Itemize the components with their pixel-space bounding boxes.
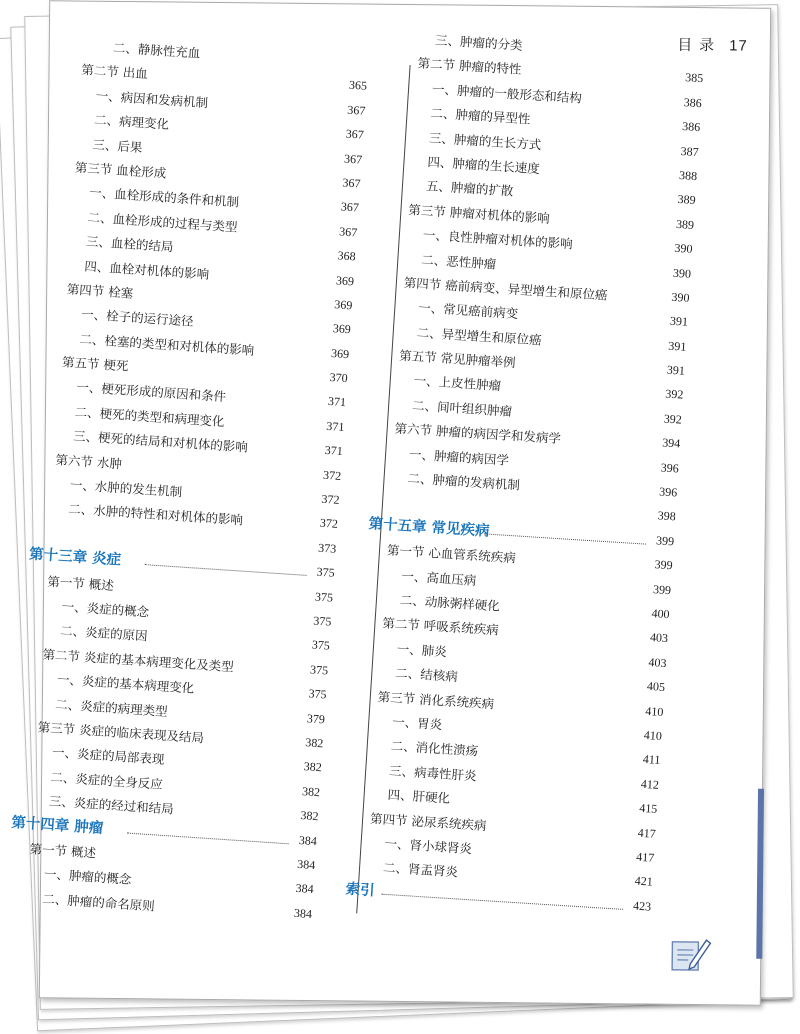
toc-entry-page: 399 <box>652 581 672 597</box>
toc-entry-title: 第五节 常见肿瘤举例 <box>398 347 516 371</box>
toc-entry-page: 410 <box>643 727 663 743</box>
toc-entry-page: 400 <box>651 606 670 622</box>
toc-entry-title: 第四节 泌尿系统疾病 <box>369 810 487 833</box>
toc-entry-page: 391 <box>666 362 686 378</box>
toc-entry-title: 第三节 炎症的临床表现及结局 <box>37 719 205 746</box>
toc-entry-title: 第三节 血栓形成 <box>74 159 167 181</box>
toc-entry-title: 第二节 肿瘤的特性 <box>417 55 522 78</box>
toc-entry-title: 三、病毒性肝炎 <box>388 762 478 784</box>
toc-entry-page: 384 <box>293 905 313 921</box>
toc-entry-title: 二、消化性溃疡 <box>390 738 479 759</box>
toc-entry-page: 385 <box>684 70 704 86</box>
toc-entry-page: 423 <box>632 898 652 914</box>
toc-entry-page: 421 <box>634 873 654 889</box>
toc-entry-page: 391 <box>669 313 689 330</box>
toc-entry-title: 一、栓子的运行途径 <box>80 306 194 330</box>
toc-entry-page: 415 <box>638 800 658 816</box>
toc-entry-title: 一、炎症的概念 <box>61 598 150 620</box>
toc-entry-page: 367 <box>342 175 361 191</box>
toc-entry-page: 398 <box>657 508 677 524</box>
toc-entry-title: 一、高血压病 <box>400 567 477 588</box>
toc-entry-page: 375 <box>311 637 331 653</box>
toc-entry-title: 二、血栓形成的过程与类型 <box>87 209 238 235</box>
toc-entry-page: 410 <box>645 703 664 719</box>
toc-entry-page: 382 <box>303 759 323 775</box>
toc-entry-page: 389 <box>677 192 697 208</box>
toc-entry-page: 403 <box>648 654 667 670</box>
toc-entry-page: 367 <box>343 151 363 167</box>
toc-entry-title: 第一节 概述 <box>29 841 97 861</box>
toc-entry-page: 384 <box>298 832 318 848</box>
toc-entry-title: 一、梗死形成的原因和条件 <box>75 379 227 405</box>
toc-entry-page: 391 <box>667 338 687 354</box>
toc-entry-page: 411 <box>642 752 661 768</box>
toc-entry-page: 370 <box>329 370 349 386</box>
dot-leader <box>127 832 289 844</box>
toc-entry-page: 386 <box>683 94 703 110</box>
toc-entry-title: 一、肺炎 <box>396 640 448 660</box>
toc-entry-title: 四、肿瘤的生长速度 <box>427 154 541 177</box>
toc-entry-page: 384 <box>295 881 315 897</box>
toc-entry-title: 四、血栓对机体的影响 <box>83 258 210 282</box>
toc-left-column <box>0 31 369 950</box>
toc-entry-title: 一、炎症的基本病理变化 <box>56 671 195 696</box>
dot-leader <box>145 564 307 576</box>
toc-page <box>10 0 771 1006</box>
toc-entry-title: 二、炎症的病理类型 <box>54 696 169 719</box>
toc-entry-title: 二、间叶组织肿瘤 <box>411 397 513 419</box>
toc-entry-page: 371 <box>325 418 345 434</box>
toc-entry-title: 一、肾小球肾炎 <box>384 835 473 857</box>
toc-entry-page: 412 <box>640 776 660 792</box>
toc-entry-page: 371 <box>327 394 347 410</box>
toc-entry-title: 二、炎症的全身反应 <box>50 769 164 792</box>
toc-entry-title: 第一节 概述 <box>46 573 115 593</box>
toc-entry-page: 417 <box>637 825 657 841</box>
toc-entry-title: 二、肿瘤的发病机制 <box>407 470 521 493</box>
toc-entry-page: 375 <box>309 662 329 678</box>
toc-entry-title: 一、胃炎 <box>391 713 443 733</box>
toc-entry-title: 第六节 水肿 <box>55 451 123 472</box>
toc-entry-page: 369 <box>335 272 355 288</box>
dot-leader <box>381 893 623 909</box>
toc-entry-title: 第四节 癌前病变、异型增生和原位癌 <box>403 274 608 303</box>
toc-entry-title: 二、结核病 <box>394 665 459 685</box>
toc-entry-title: 五、肿瘤的扩散 <box>425 178 514 199</box>
toc-entry-page: 367 <box>345 126 365 142</box>
toc-entry-page: 396 <box>660 460 680 476</box>
toc-entry-page: 367 <box>338 224 358 240</box>
toc-entry-title: 一、炎症的局部表现 <box>51 744 165 768</box>
toc-entry-title: 第四节 栓塞 <box>66 281 134 301</box>
toc-entry-title: 一、血栓形成的条件和机制 <box>88 185 240 210</box>
toc-entry-title: 二、肿瘤的命名原则 <box>41 890 156 914</box>
toc-entry-page: 386 <box>681 119 701 135</box>
toc-entry-page: 375 <box>308 686 328 702</box>
toc-right-column <box>339 25 705 943</box>
toc-entry-page: 373 <box>317 540 337 556</box>
toc-entry-title: 一、常见癌前病变 <box>417 300 519 322</box>
toc-entry-page: 396 <box>658 484 678 500</box>
toc-entry-title: 第十四章 肿瘤 <box>10 814 104 837</box>
toc-entry-title: 二、异型增生和原位癌 <box>416 324 543 348</box>
toc-entry-title: 第二节 出血 <box>80 62 149 82</box>
toc-entry-page: 367 <box>340 199 360 215</box>
toc-entry-title: 一、良性肿瘤对机体的影响 <box>422 227 574 252</box>
toc-entry-title: 二、静脉性充血 <box>112 39 201 61</box>
toc-entry-page: 389 <box>675 216 695 232</box>
toc-entry-page: 371 <box>324 443 344 459</box>
toc-entry-title: 索引 <box>345 881 376 899</box>
toc-entry-page: 365 <box>348 78 368 94</box>
toc-entry-page: 382 <box>301 783 321 799</box>
toc-entry-page: 369 <box>333 297 353 313</box>
toc-entry-page: 379 <box>306 710 326 726</box>
toc-entry-title: 一、肿瘤的一般形态和结构 <box>431 81 583 106</box>
toc-entry-title: 一、水肿的发生机制 <box>69 477 183 500</box>
toc-entry-title: 一、病因和发病机制 <box>95 87 209 111</box>
toc-entry-page: 382 <box>300 808 319 824</box>
toc-entry-title: 一、上皮性肿瘤 <box>413 373 502 394</box>
page-number: 17 <box>729 37 748 55</box>
toc-entry-page: 369 <box>332 321 352 337</box>
toc-entry-title: 第三节 消化系统疾病 <box>377 688 495 711</box>
toc-entry-title: 三、梗死的结局和对机体的影响 <box>72 428 249 455</box>
toc-entry-title: 第六节 肿瘤的病因学和发病学 <box>394 420 562 447</box>
toc-entry-page: 399 <box>655 533 675 549</box>
toc-entry-page: 382 <box>304 735 324 751</box>
toc-entry-title: 二、动脉粥样硬化 <box>399 592 501 614</box>
toc-entry-page: 403 <box>649 630 669 646</box>
toc-entry-page: 372 <box>321 491 340 507</box>
toc-entry-page: 375 <box>312 613 332 629</box>
toc-entry-page: 375 <box>314 589 334 605</box>
toc-entry-title: 二、病理变化 <box>93 112 170 132</box>
toc-entry-page: 387 <box>680 143 700 159</box>
toc-entry-page: 399 <box>654 557 674 573</box>
toc-entry-page: 405 <box>646 679 666 695</box>
toc-entry-page: 417 <box>635 849 655 865</box>
toc-entry-title: 一、肿瘤的概念 <box>43 866 132 888</box>
toc-entry-title: 四、肝硬化 <box>387 786 451 806</box>
toc-entry-title: 二、梗死的类型和病理变化 <box>74 404 225 429</box>
toc-entry-title: 二、肿瘤的异型性 <box>430 105 531 127</box>
toc-entry-page: 390 <box>671 289 690 305</box>
toc-entry-title: 第一节 心血管系统疾病 <box>386 542 517 566</box>
toc-entry-title: 二、炎症的原因 <box>59 623 149 644</box>
toc-entry-title: 第十五章 常见疾病 <box>368 515 490 540</box>
toc-entry-page: 390 <box>674 240 693 257</box>
toc-entry-page: 390 <box>672 265 692 281</box>
toc-entry-page: 375 <box>316 564 336 580</box>
toc-entry-title: 第五节 梗死 <box>61 354 129 374</box>
toc-entry-page: 368 <box>337 248 357 264</box>
toc-entry-page: 392 <box>663 411 683 427</box>
toc-entry-title: 第二节 炎症的基本病理变化及类型 <box>42 646 235 675</box>
toc-entry-title: 第十三章 炎症 <box>28 546 122 569</box>
toc-entry-title: 第二节 呼吸系统疾病 <box>381 615 500 638</box>
toc-entry-page: 384 <box>296 856 316 872</box>
toc-entry-page: 392 <box>664 387 684 403</box>
dot-leader <box>484 533 646 544</box>
toc-entry-title: 三、炎症的经过和结局 <box>48 793 175 817</box>
toc-entry-title: 二、栓塞的类型和对机体的影响 <box>79 331 255 358</box>
running-head-title: 目 录 <box>677 35 716 55</box>
toc-entry-title: 三、后果 <box>92 136 143 155</box>
document-pen-icon <box>668 934 712 974</box>
toc-entry-page: 394 <box>661 435 681 451</box>
toc-entry-page: 388 <box>678 167 698 184</box>
toc-entry-page: 372 <box>319 516 339 532</box>
toc-entry-title: 三、肿瘤的分类 <box>434 32 523 53</box>
toc-entry-title: 第三节 肿瘤对机体的影响 <box>407 201 551 226</box>
toc-entry-title: 三、血栓的结局 <box>85 233 174 255</box>
toc-entry-title: 二、恶性肿瘤 <box>420 251 497 272</box>
toc-entry-page: 372 <box>322 467 342 483</box>
toc-entry-title: 一、肿瘤的病因学 <box>408 446 510 468</box>
toc-entry-title: 三、肿瘤的生长方式 <box>428 129 542 152</box>
toc-entry-title: 二、肾盂肾炎 <box>382 860 459 880</box>
toc-entry-page: 367 <box>346 102 366 118</box>
toc-entry-title: 二、水肿的特性和对机体的影响 <box>67 501 244 528</box>
toc-entry-page: 369 <box>330 345 350 361</box>
